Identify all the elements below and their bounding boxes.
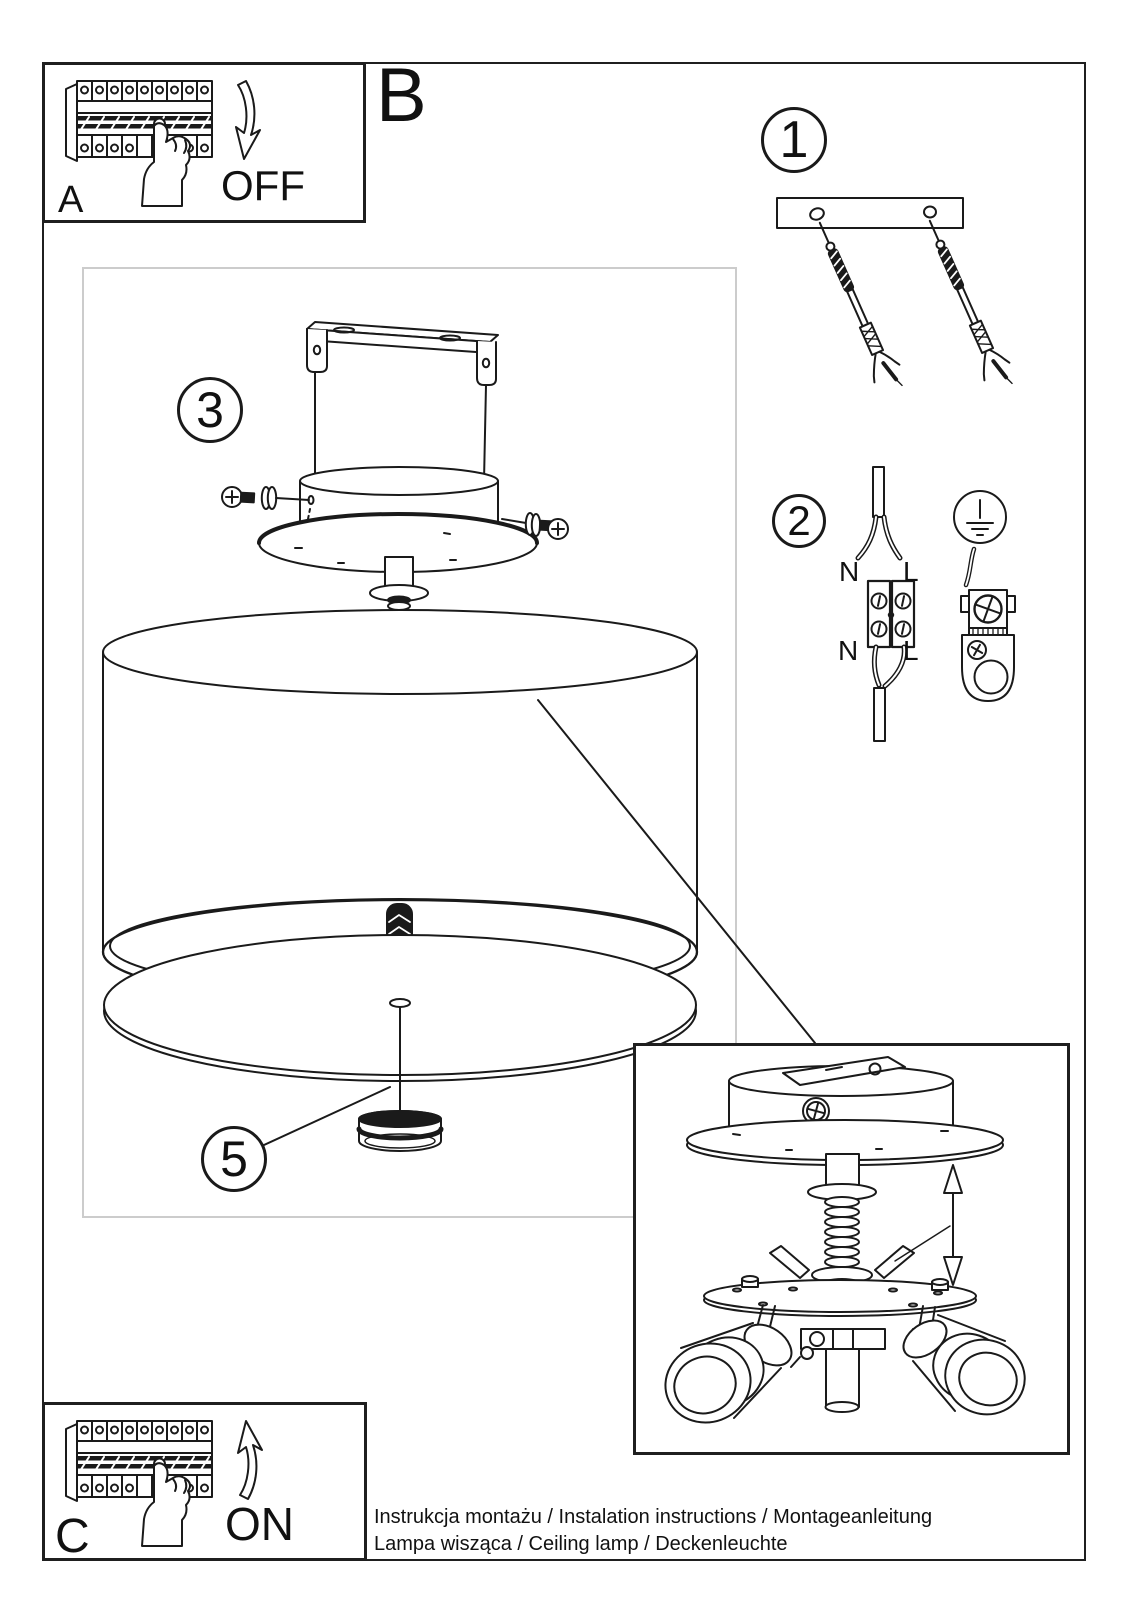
lamp-interior-icon — [636, 1046, 1067, 1452]
inset-detail-box — [633, 1043, 1070, 1455]
step-3-badge: 3 — [177, 377, 243, 443]
wiring-diagram-icon — [830, 455, 1030, 755]
step-5-badge: 5 — [201, 1126, 267, 1192]
footer-text — [374, 1504, 932, 1558]
label-l-top: L — [903, 556, 919, 587]
step-2-badge: 2 — [772, 494, 826, 548]
footer-line-1: Instrukcja montażu / Instalation instructions / Montageanleitung — [374, 1506, 933, 1528]
panel-a-box — [42, 62, 366, 223]
wall-plug-right-icon — [916, 215, 1017, 393]
height-adjust-arrow-icon — [895, 1165, 962, 1285]
wall-plug-left-icon — [806, 217, 907, 395]
label-n-bottom: N — [838, 635, 859, 666]
label-n-top: N — [839, 556, 860, 587]
curved-arrow-down-icon — [236, 81, 260, 159]
section-b-label: B — [376, 53, 427, 138]
panel-a-graphic — [45, 65, 363, 220]
lamp-holder-left-icon — [654, 1305, 799, 1434]
panel-c-box — [42, 1402, 367, 1561]
lamp-holder-right-icon — [897, 1306, 1035, 1425]
center-support-icon — [791, 1329, 885, 1412]
curved-arrow-up-icon — [238, 1421, 262, 1499]
panel-a-action-label: OFF — [221, 162, 305, 209]
footer-line-2: Lampa wisząca / Ceiling lamp / Deckenleuchte — [374, 1533, 788, 1555]
ceiling-bracket-icon — [307, 322, 498, 481]
step-1-badge: 1 — [761, 107, 827, 173]
panel-a-label: A — [58, 179, 84, 221]
earth-symbol-icon — [954, 491, 1006, 543]
mains-cable-bottom-icon — [874, 647, 904, 741]
panel-c-graphic — [45, 1405, 364, 1558]
ground-clamp-icon — [961, 549, 1015, 701]
label-l-bottom: L — [903, 635, 919, 666]
mains-cable-top-icon — [858, 467, 900, 558]
panel-c-action-label: ON — [225, 1498, 294, 1550]
adjustment-screw-icon — [808, 1154, 876, 1277]
panel-c-label: C — [55, 1510, 90, 1563]
